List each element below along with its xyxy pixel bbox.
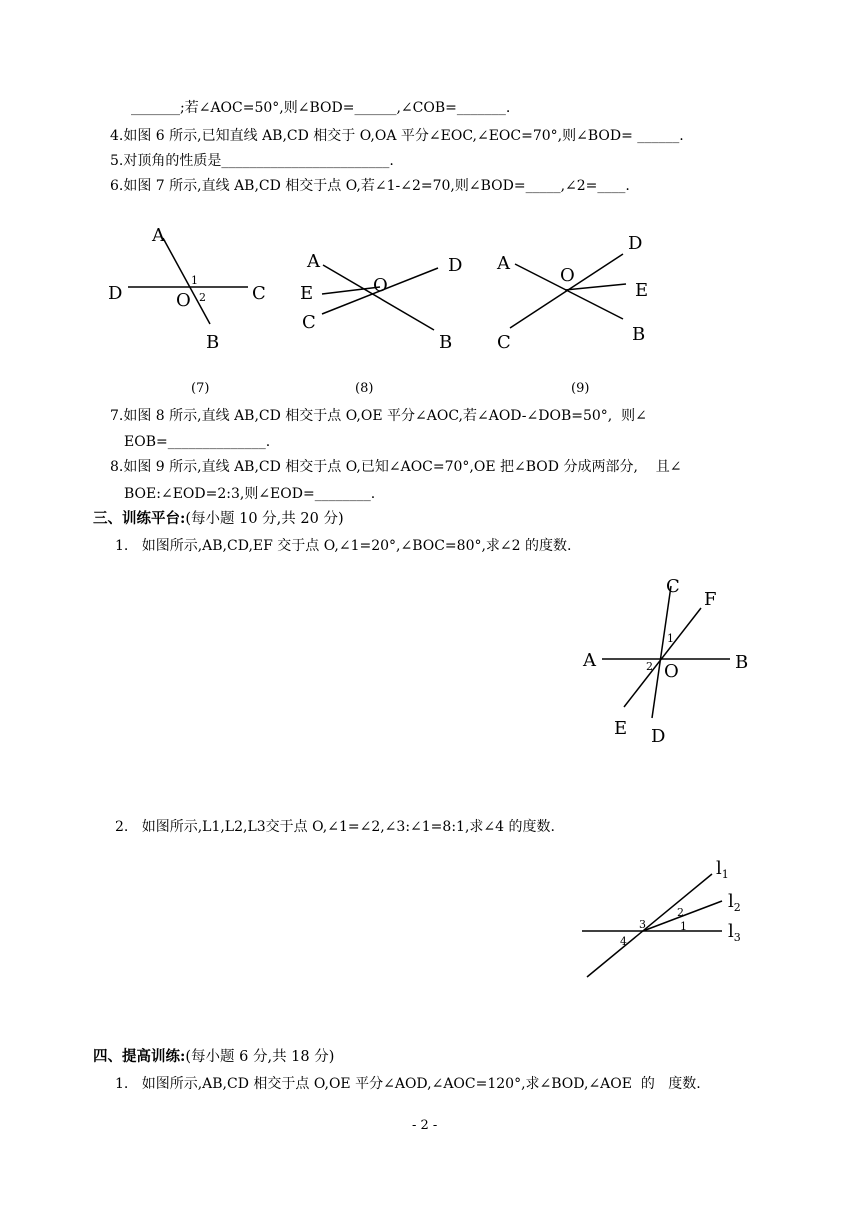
angle-2: 2 bbox=[677, 906, 684, 919]
line-l1 bbox=[587, 874, 712, 977]
label-a: A bbox=[583, 650, 596, 671]
question-7-line-2: EOB=______________. bbox=[124, 434, 271, 450]
label-l3: $l_3$ bbox=[728, 921, 741, 944]
page-number: - 2 - bbox=[412, 1118, 438, 1133]
section-4-question-1: 1. 如图所示,AB,CD 相交于点 O,OE 平分∠AOD,∠AOC=120°,求∠BOD,∠AOE 的 度数. bbox=[115, 1076, 701, 1092]
caption-figure-8: (8) bbox=[355, 381, 374, 396]
label-a: A bbox=[307, 251, 320, 272]
caption-figure-7: (7) bbox=[191, 381, 210, 396]
figure-ab-cd-ef bbox=[575, 570, 760, 755]
label-d: D bbox=[108, 283, 123, 304]
section-4-heading bbox=[93, 1048, 334, 1066]
label-b: B bbox=[206, 332, 220, 353]
label-l1: $l_1$ bbox=[716, 858, 729, 881]
label-c: C bbox=[252, 283, 266, 304]
label-l2: $l_2$ bbox=[728, 891, 741, 914]
angle-2: 2 bbox=[646, 660, 653, 673]
label-o: O bbox=[176, 290, 191, 311]
question-3-continuation: _______;若∠AOC=50°,则∠BOD=______,∠COB=_______. bbox=[131, 100, 511, 116]
figure-9 bbox=[490, 230, 670, 355]
line-ab bbox=[163, 238, 210, 324]
question-6: 6.如图 7 所示,直线 AB,CD 相交于点 O,若∠1-∠2=70,则∠BOD=_____,∠2=____. bbox=[110, 178, 630, 194]
angle-1: 1 bbox=[680, 920, 687, 933]
section-3-title: 三、训练平台: bbox=[93, 510, 186, 527]
label-c: C bbox=[302, 312, 316, 333]
figure-l1-l2-l3 bbox=[575, 850, 760, 985]
label-b: B bbox=[439, 332, 453, 353]
question-7-line-1: 7.如图 8 所示,直线 AB,CD 相交于点 O,OE 平分∠AOC,若∠AOD-∠DOB=50°, 则∠ bbox=[110, 408, 647, 424]
label-c: C bbox=[497, 332, 511, 353]
line-ef bbox=[624, 608, 701, 707]
label-e: E bbox=[614, 718, 628, 739]
label-d: D bbox=[651, 726, 666, 747]
section-3-question-2: 2. 如图所示,L1,L2,L3交于点 O,∠1=∠2,∠3:∠1=8:1,求∠4 的度数. bbox=[115, 819, 555, 835]
question-4: 4.如图 6 所示,已知直线 AB,CD 相交于 O,OA 平分∠EOC,∠EOC=70°,则∠BOD= ______. bbox=[110, 128, 684, 144]
angle-3: 3 bbox=[639, 918, 646, 931]
angle-2: 2 bbox=[199, 291, 206, 304]
figure-7 bbox=[100, 220, 280, 360]
label-b: B bbox=[735, 652, 749, 673]
angle-1: 1 bbox=[667, 632, 674, 645]
label-d: D bbox=[448, 255, 463, 276]
section-3-note: (每小题 10 分,共 20 分) bbox=[185, 511, 344, 527]
label-o: O bbox=[373, 275, 388, 296]
label-o: O bbox=[664, 661, 679, 682]
label-e: E bbox=[635, 280, 649, 301]
section-3-heading bbox=[93, 510, 344, 528]
label-a: A bbox=[497, 253, 510, 274]
label-c: C bbox=[666, 576, 680, 597]
label-a: A bbox=[152, 225, 165, 246]
question-8-line-2: BOE:∠EOD=2:3,则∠EOD=________. bbox=[124, 486, 376, 502]
label-b: B bbox=[632, 324, 646, 345]
angle-4: 4 bbox=[620, 935, 627, 948]
label-o: O bbox=[560, 265, 575, 286]
question-5: 5.对顶角的性质是________________________. bbox=[110, 153, 394, 169]
label-d: D bbox=[628, 233, 643, 254]
section-4-note: (每小题 6 分,共 18 分) bbox=[185, 1049, 335, 1065]
label-f: F bbox=[704, 589, 717, 610]
line-cd bbox=[652, 586, 671, 718]
angle-1: 1 bbox=[191, 274, 198, 287]
section-4-title: 四、提高训练: bbox=[93, 1048, 186, 1065]
figure-8 bbox=[295, 245, 475, 360]
question-8-line-1: 8.如图 9 所示,直线 AB,CD 相交于点 O,已知∠AOC=70°,OE 把∠BOD 分成两部分, 且∠ bbox=[110, 459, 682, 475]
caption-figure-9: (9) bbox=[571, 381, 590, 396]
section-3-question-1: 1. 如图所示,AB,CD,EF 交于点 O,∠1=20°,∠BOC=80°,求∠2 的度数. bbox=[115, 538, 572, 554]
label-e: E bbox=[300, 283, 314, 304]
